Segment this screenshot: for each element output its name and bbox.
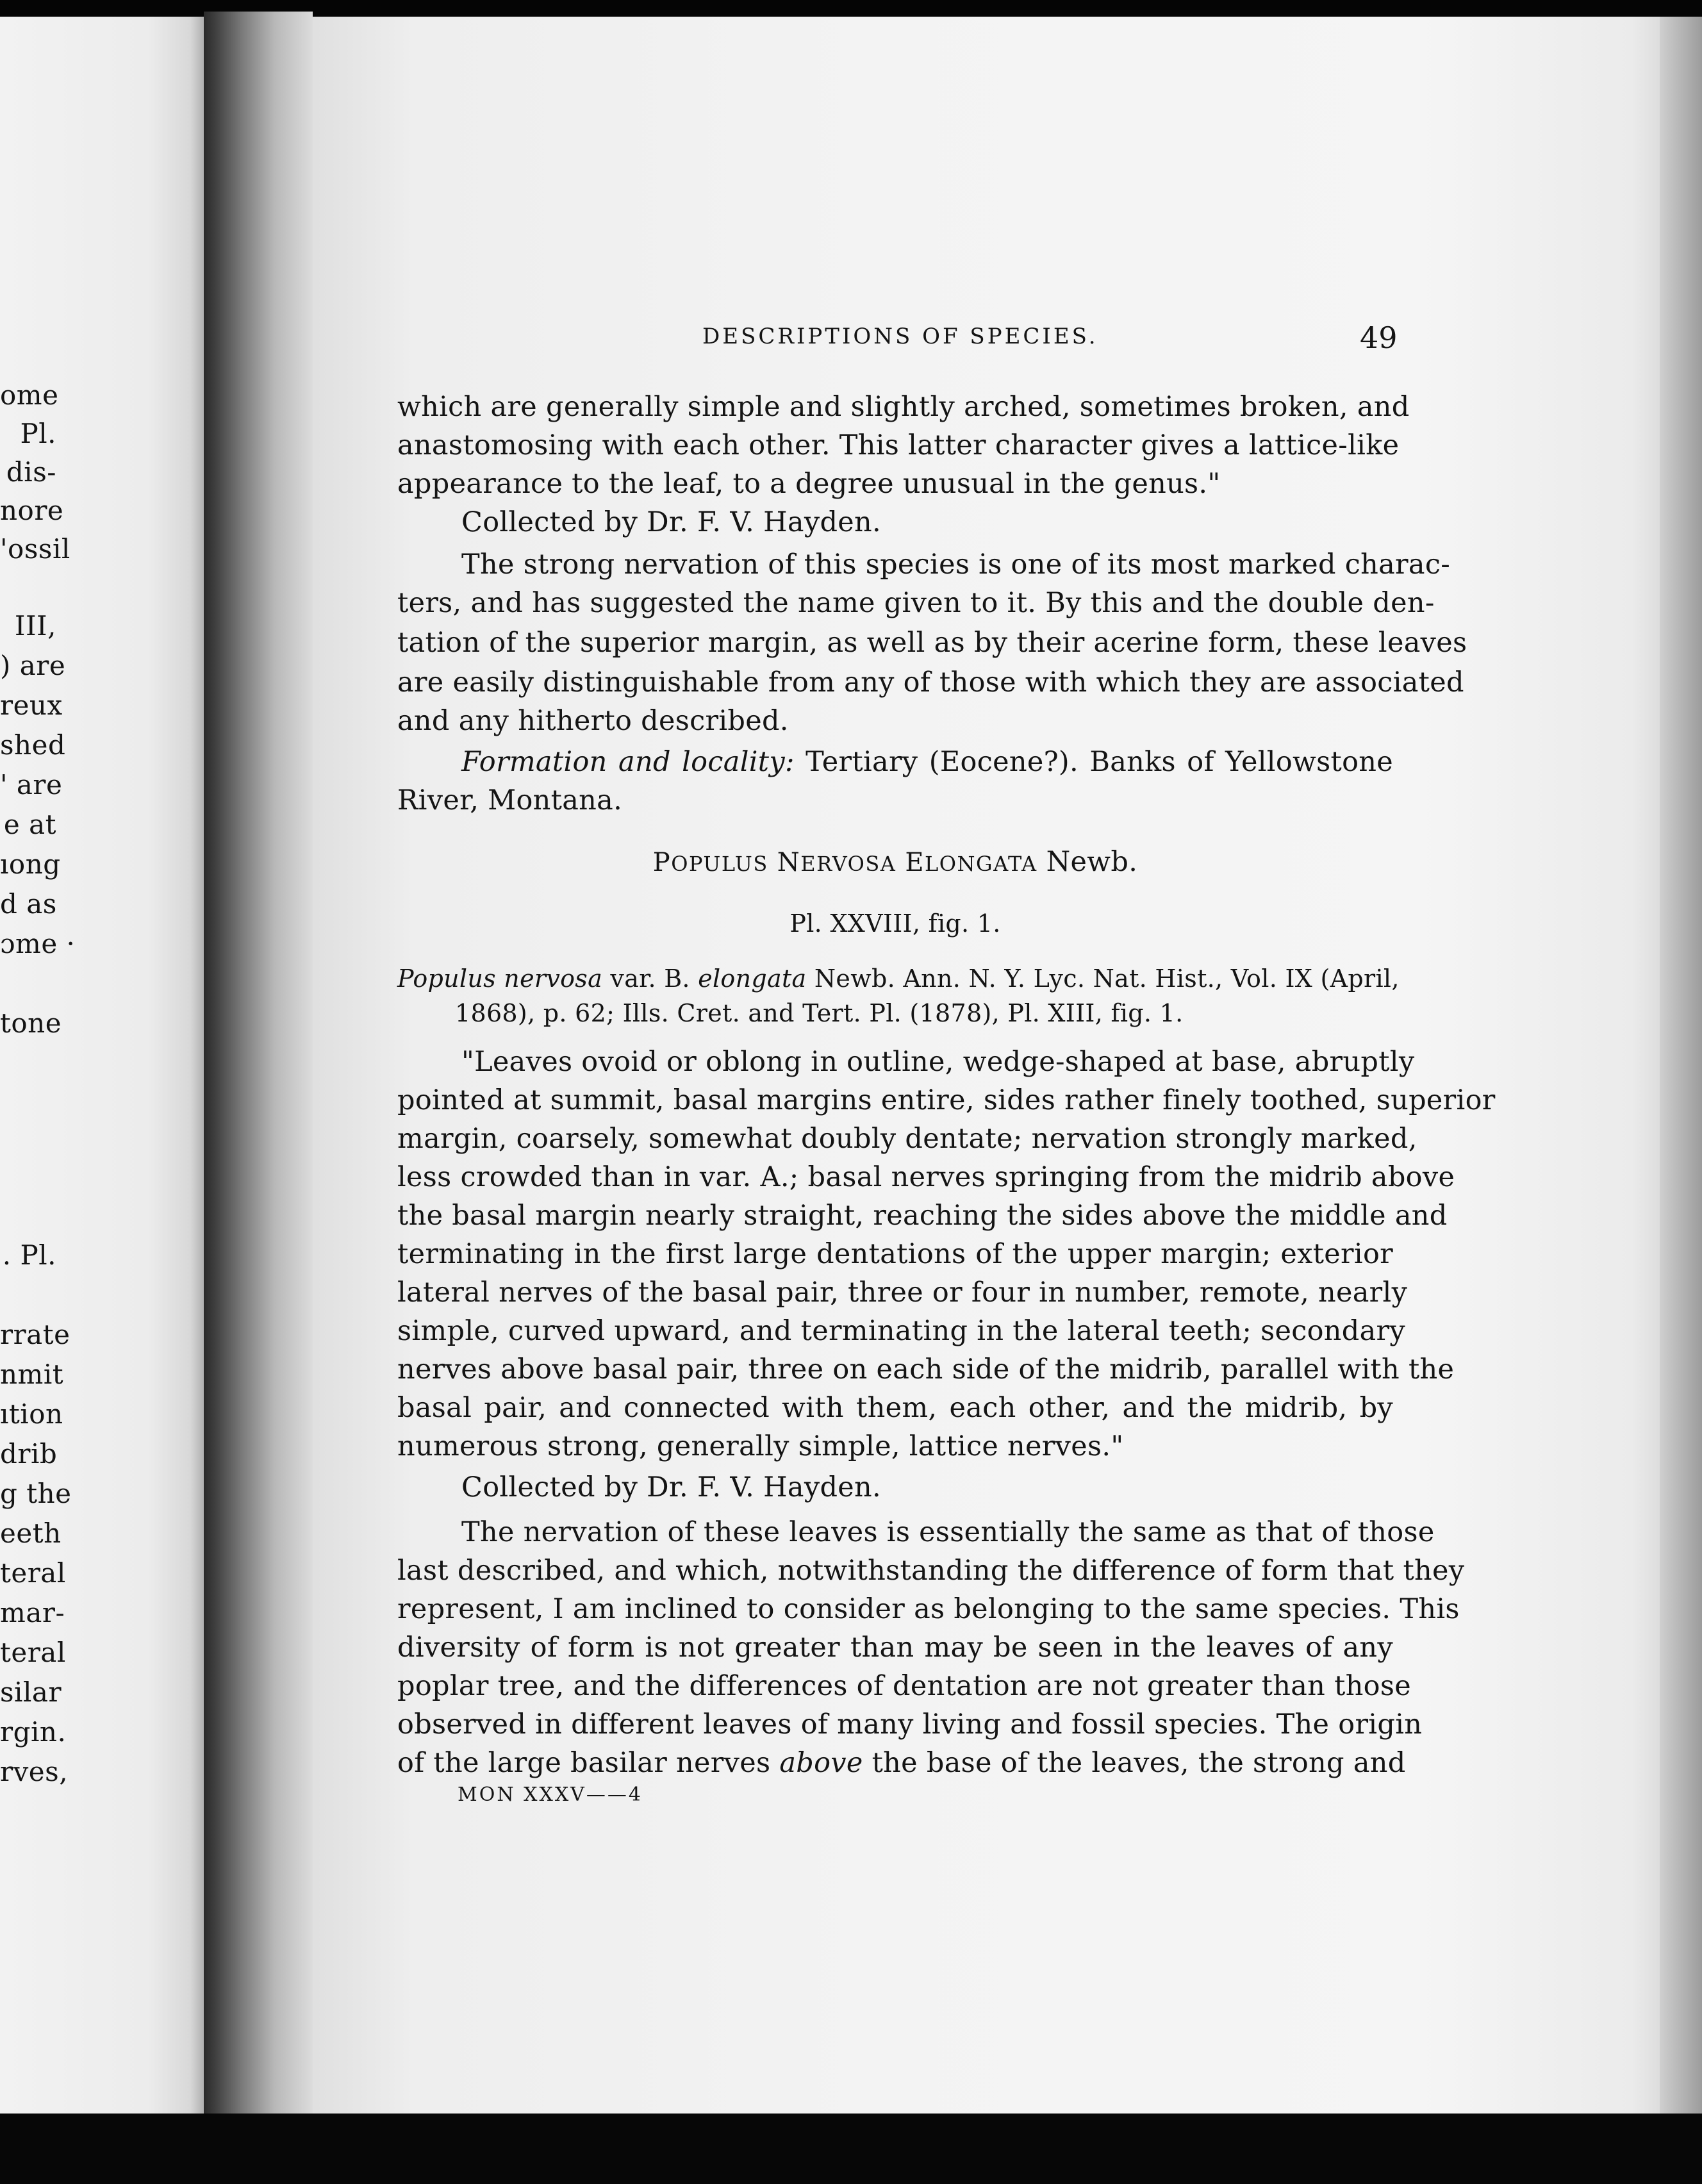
formation-label: Formation and locality:: [461, 746, 795, 778]
text-line: anastomosing with each other. This latter character gives a lattice-like: [397, 429, 1400, 461]
plate-reference: Pl. XXVIII, fig. 1.: [789, 909, 1001, 938]
left-line-fragment: e at: [3, 809, 56, 840]
scan-bottom-border: [0, 2114, 1702, 2184]
description-line: simple, curved upward, and terminating in the lateral teeth; secondary: [397, 1315, 1406, 1347]
text-line: Collected by Dr. F. V. Hayden.: [461, 506, 881, 538]
left-line-fragment: rrate: [0, 1319, 70, 1350]
running-head: DESCRIPTIONS OF SPECIES.: [702, 324, 1098, 349]
left-line-fragment: ) are: [0, 650, 66, 681]
synonymy-line: Populus nervosa var. B. elongata Newb. Ann. N. Y. Lyc. Nat. Hist., Vol. IX (April,: [397, 964, 1400, 993]
left-line-fragment: teral: [0, 1637, 66, 1668]
left-line-fragment: shed: [0, 729, 66, 761]
left-line-fragment: 'ossil: [0, 533, 70, 565]
left-line-fragment: dis-: [6, 456, 56, 488]
discussion-line: The nervation of these leaves is essentially the same as that of those: [461, 1516, 1435, 1548]
text-line: River, Montana.: [397, 784, 623, 816]
text-line: tation of the superior margin, as well as by their acerine form, these leaves: [397, 627, 1467, 659]
left-facing-page: [0, 17, 211, 2114]
left-line-fragment: tone: [0, 1007, 62, 1039]
description-line: pointed at summit, basal margins entire, sides rather finely toothed, superior: [397, 1084, 1496, 1116]
discussion-line: of the large basilar nerves above the base of the leaves, the strong and: [397, 1747, 1406, 1779]
left-line-fragment: teral: [0, 1557, 66, 1589]
text-line: ters, and has suggested the name given to it. By this and the double den-: [397, 587, 1435, 619]
left-line-fragment: . Pl.: [2, 1239, 56, 1271]
left-line-fragment: ıong: [0, 848, 61, 880]
left-line-fragment: rves,: [0, 1756, 69, 1787]
left-line-fragment: rgin.: [0, 1716, 67, 1748]
left-line-fragment: ıtion: [0, 1398, 63, 1430]
page-right-edge: [1660, 17, 1702, 2114]
left-line-fragment: g the: [0, 1478, 72, 1509]
signature-mark: MON XXXV——4: [458, 1783, 643, 1806]
discussion-line: represent, I am inclined to consider as belonging to the same species. This: [397, 1593, 1460, 1625]
species-heading: POPULUS NERVOSA ELONGATA Newb.: [652, 846, 1138, 878]
left-line-fragment: eeth: [0, 1518, 62, 1549]
text-line: The strong nervation of this species is one of its most marked charac-: [461, 549, 1451, 581]
collector-line: Collected by Dr. F. V. Hayden.: [461, 1471, 881, 1503]
description-line: less crowded than in var. A.; basal nerves springing from the midrib above: [397, 1161, 1455, 1193]
discussion-line: diversity of form is not greater than may be seen in the leaves of any: [397, 1632, 1393, 1664]
left-line-fragment: III,: [14, 610, 56, 641]
synonymy-line: 1868), p. 62; Ills. Cret. and Tert. Pl. (1878), Pl. XIII, fig. 1.: [455, 999, 1184, 1027]
left-line-fragment: silar: [0, 1676, 62, 1708]
left-line-fragment: d as: [0, 888, 57, 920]
text-line: are easily distinguishable from any of those with which they are associated: [397, 666, 1464, 699]
text-line: which are generally simple and slightly arched, sometimes broken, and: [397, 391, 1410, 423]
left-line-fragment: mar-: [0, 1597, 65, 1628]
left-line-fragment: drib: [0, 1438, 58, 1469]
description-line: "Leaves ovoid or oblong in outline, wedge-shaped at base, abruptly: [461, 1046, 1415, 1078]
left-line-fragment: nmit: [0, 1359, 64, 1390]
description-line: basal pair, and connected with them, each other, and the midrib, by: [397, 1392, 1393, 1424]
left-line-fragment: reux: [0, 690, 63, 721]
description-line: lateral nerves of the basal pair, three or four in number, remote, nearly: [397, 1277, 1408, 1309]
left-line-fragment: ' are: [0, 769, 63, 800]
formation-locality-line: [461, 746, 1393, 778]
page-number: 49: [1360, 320, 1398, 355]
page-gutter-shadow: [204, 12, 313, 2120]
description-line: nerves above basal pair, three on each side of the midrib, parallel with the: [397, 1353, 1455, 1386]
description-line: margin, coarsely, somewhat doubly dentate; nervation strongly marked,: [397, 1123, 1417, 1155]
text-line: and any hitherto described.: [397, 705, 789, 737]
left-line-fragment: ome: [0, 379, 59, 411]
description-line: numerous strong, generally simple, lattice nerves.": [397, 1430, 1124, 1462]
left-line-fragment: ɔme ·: [0, 928, 76, 959]
formation-value: Tertiary (Eocene?). Banks of Yellowstone: [794, 746, 1393, 778]
description-line: the basal margin nearly straight, reaching the sides above the middle and: [397, 1200, 1448, 1232]
left-line-fragment: Pl.: [20, 418, 56, 449]
text-line: appearance to the leaf, to a degree unusual in the genus.": [397, 468, 1221, 500]
left-line-fragment: nore: [0, 495, 64, 526]
discussion-line: observed in different leaves of many living and fossil species. The origin: [397, 1708, 1423, 1741]
description-line: terminating in the first large dentations of the upper margin; exterior: [397, 1238, 1393, 1270]
discussion-line: poplar tree, and the differences of dentation are not greater than those: [397, 1670, 1411, 1702]
discussion-line: last described, and which, notwithstanding the difference of form that they: [397, 1555, 1465, 1587]
